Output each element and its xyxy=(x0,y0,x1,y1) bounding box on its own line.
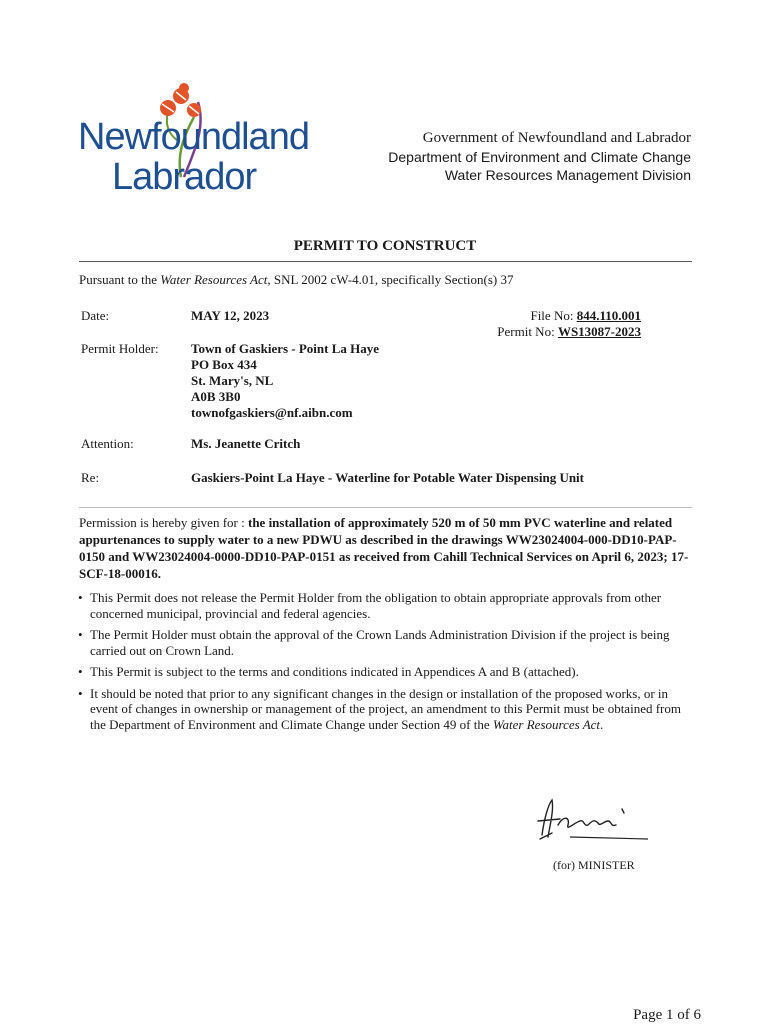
condition-text: It should be noted that prior to any significant changes in the design or installation of the proposed works, or in event of changes in ownership or management of the project, an amendment to this Permit must be obtained from the Department of Environment and Climate Change under Section 49 of the xyxy=(90,685,681,732)
condition-end: . xyxy=(600,716,604,732)
document-title: PERMIT TO CONSTRUCT xyxy=(293,238,477,254)
file-number-value: 844.110.001 xyxy=(576,308,641,323)
condition-text: This Permit does not release the Permit Holder from the obligation to obtain appropriate approvals from other concerned municipal, provincial and federal agencies. xyxy=(90,590,662,621)
re-label: Re: xyxy=(81,470,100,485)
permission-statement xyxy=(79,514,691,582)
condition-text: This Permit is subject to the terms and conditions indicated in Appendices A and B (attached). xyxy=(90,664,579,679)
file-number xyxy=(530,308,641,324)
holder-po-box: PO Box 434 xyxy=(191,357,257,372)
file-number-label: File No: xyxy=(530,308,577,323)
act-name: Water Resources Act xyxy=(492,716,601,732)
list-item xyxy=(76,664,694,680)
list-item xyxy=(76,590,694,621)
date-value: MAY 12, 2023 xyxy=(191,308,270,323)
pursuant-statement xyxy=(79,272,513,288)
permit-number xyxy=(497,324,641,340)
holder-city: St. Mary's, NL xyxy=(191,373,274,388)
permission-body: the installation of approximately 520 m of 50 mm PVC waterline and related appurtenances to supply water to a new PDWU as described in the drawings WW23024004-000-DD10-PAP-0150 and WW23024004-0000-DD10-PAP-0151 as received from Cahill Technical Services on April 6, 2023; 17-SCF-18-00016. xyxy=(79,515,689,581)
holder-email: townofgaskiers@nf.aibn.com xyxy=(191,405,353,420)
date-label: Date: xyxy=(81,308,110,323)
permit-holder-label: Permit Holder: xyxy=(81,341,159,356)
page-number: Page 1 of 6 xyxy=(633,1007,701,1023)
division-name: Water Resources Management Division xyxy=(444,167,691,183)
attention-value: Ms. Jeanette Critch xyxy=(191,436,301,451)
pursuant-suffix: , SNL 2002 cW-4.01, specifically Section(s) 37 xyxy=(267,272,514,287)
holder-postal-code: A0B 3B0 xyxy=(191,389,241,404)
permit-number-value: WS13087-2023 xyxy=(557,324,641,339)
act-name: Water Resources Act xyxy=(160,272,268,287)
permission-lead: Permission is hereby given for : xyxy=(79,515,248,530)
government-name: Government of Newfoundland and Labrador xyxy=(422,130,691,146)
list-item xyxy=(76,686,694,733)
re-value: Gaskiers-Point La Haye - Waterline for Potable Water Dispensing Unit xyxy=(191,470,585,485)
attention-label: Attention: xyxy=(81,436,134,451)
pursuant-prefix: Pursuant to the xyxy=(79,272,161,287)
holder-name: Town of Gaskiers - Point La Haye xyxy=(191,341,380,356)
signatory-title: (for) MINISTER xyxy=(553,858,635,872)
condition-text: The Permit Holder must obtain the approval of the Crown Lands Administration Division if the project is being carried out on Crown Land. xyxy=(90,627,670,658)
conditions-list xyxy=(76,590,694,738)
permit-holder-address xyxy=(191,341,379,421)
logo-word-labrador: Labrador xyxy=(112,156,257,198)
permit-number-label: Permit No: xyxy=(497,324,558,339)
logo-word-newfoundland: Newfoundland xyxy=(78,116,309,158)
list-item xyxy=(76,627,694,658)
signature-icon xyxy=(530,795,655,845)
title-divider xyxy=(79,261,692,262)
department-name: Department of Environment and Climate Change xyxy=(388,149,691,165)
section-divider xyxy=(79,507,692,508)
